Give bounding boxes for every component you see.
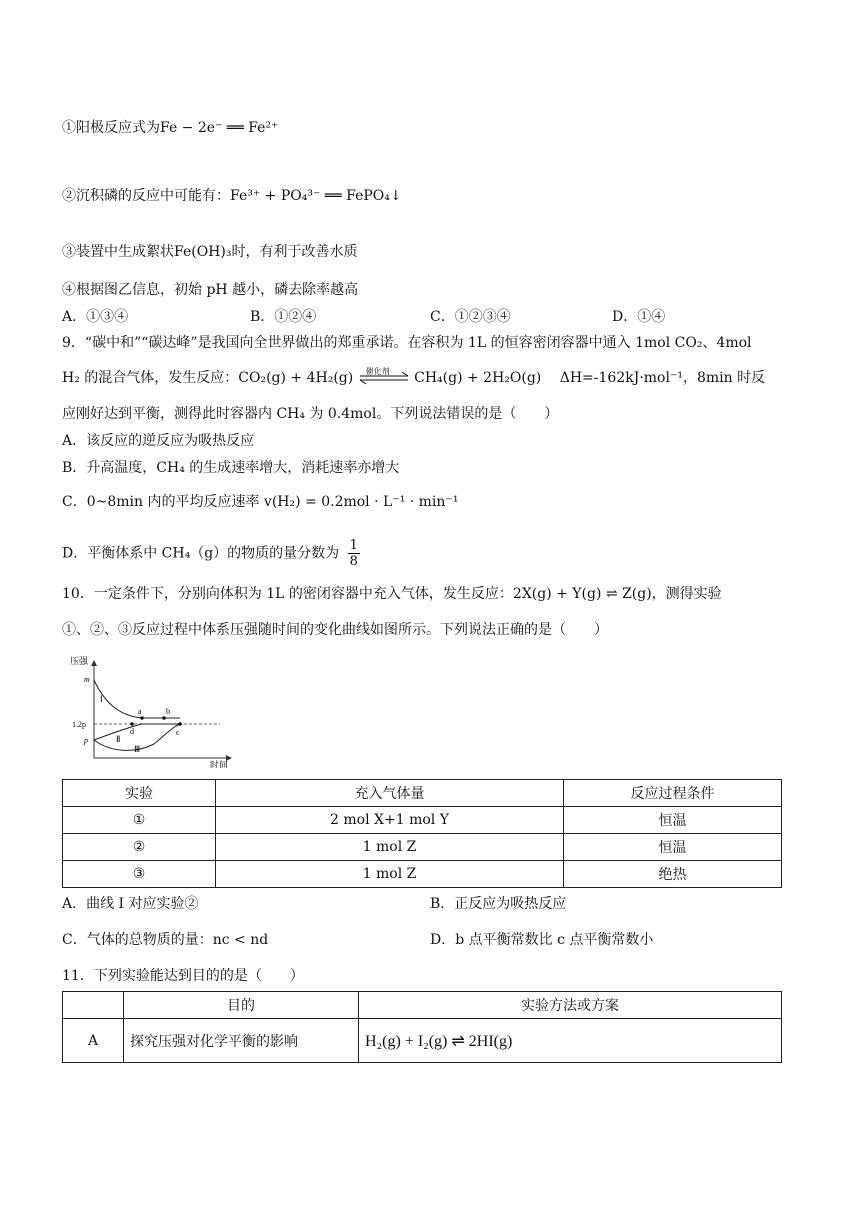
table-cell: H₂(g) + I₂(g) ⇌ 2HI(g): [359, 1019, 782, 1063]
statement-3: ③装置中生成絮状Fe(OH)₃时，有利于改善水质: [62, 244, 358, 260]
table-cell: 1 mol Z: [216, 834, 564, 861]
tick-p: p: [84, 736, 88, 745]
q9-option-c: C．0~8min 内的平均反应速率 v(H₂) = 0.2mol · L⁻¹ · min⁻¹: [62, 494, 459, 510]
q8-option-b: B．①②④: [250, 309, 317, 325]
statement-1: ①阳极反应式为Fe − 2e⁻ ══ Fe²⁺: [62, 120, 279, 136]
table-header: 实验方法或方案: [359, 992, 782, 1019]
table-row: [63, 1019, 782, 1063]
table-cell: 绝热: [564, 861, 782, 888]
tick-m: m: [84, 675, 90, 684]
statement-4: ④根据图乙信息，初始 pH 越小，磷去除率越高: [62, 282, 359, 298]
table-header: 反应过程条件: [564, 780, 782, 807]
catalyst-label: 催化剂: [365, 367, 390, 376]
q9-stem-line1: 9．“碳中和”“碳达峰”是我国向全世界做出的郑重承诺。在容积为 1L 的恒容密闭容器中通入 1mol CO₂、4mol: [62, 335, 752, 351]
statement-2: ②沉积磷的反应中可能有：Fe³⁺ + PO₄³⁻ ══ FePO₄↓: [62, 188, 402, 204]
q9-products: CH₄(g) + 2H₂O(g): [414, 370, 542, 386]
table-header-row: [63, 992, 782, 1019]
q9-option-b: B．升高温度，CH₄ 的生成速率增大，消耗速率亦增大: [62, 460, 400, 476]
q9-enthalpy: ΔH=-162kJ·mol⁻¹，8min 时反: [559, 370, 766, 386]
table-cell: ②: [63, 834, 216, 861]
q9-reactants: H₂ 的混合气体，发生反应：CO₂(g) + 4H₂(g): [62, 370, 354, 386]
y-axis-label: 压强: [70, 656, 89, 666]
q10-stem-line2: ①、②、③反应过程中体系压强随时间的变化曲线如图所示。下列说法正确的是（ ）: [62, 622, 608, 638]
table-cell: 恒温: [564, 807, 782, 834]
pressure-time-graph: [70, 656, 240, 768]
table-cell: 2 mol X+1 mol Y: [216, 807, 564, 834]
fraction-numerator: 1: [349, 538, 358, 553]
table-cell: 恒温: [564, 834, 782, 861]
table-header: 目的: [124, 992, 359, 1019]
q10-option-b: B．正反应为吸热反应: [430, 896, 567, 912]
point-c: c: [176, 728, 180, 737]
point-a: a: [138, 707, 142, 716]
table-cell: ③: [63, 861, 216, 888]
table-row: [63, 834, 782, 861]
table-row: [63, 807, 782, 834]
q8-option-c: C．①②③④: [430, 309, 511, 325]
point-d: d: [130, 727, 134, 736]
table-cell: 探究压强对化学平衡的影响: [124, 1019, 359, 1063]
table-header-row: [63, 780, 782, 807]
q10-stem-line1: 10．一定条件下，分别向体积为 1L 的密闭容器中充入气体，发生反应：2X(g) + Y(g) ⇌ Z(g)，测得实验: [62, 586, 722, 602]
q10-option-c: C．气体的总物质的量：nc < nd: [62, 932, 269, 948]
curve-label-I: Ⅰ: [100, 694, 103, 704]
table-cell: 1 mol Z: [216, 861, 564, 888]
equilibrium-arrow-icon: [358, 367, 410, 385]
q9-stem-line3: 应刚好达到平衡，测得此时容器内 CH₄ 为 0.4mol。下列说法错误的是（ ）: [62, 406, 559, 422]
x-axis-label: 时间: [210, 760, 229, 768]
curve-label-II: Ⅱ: [116, 734, 121, 744]
fraction-denominator: 8: [349, 554, 358, 569]
q9-option-a: A．该反应的逆反应为吸热反应: [62, 433, 255, 449]
experiment-table: [62, 779, 782, 888]
q9-option-d-text: D．平衡体系中 CH₄（g）的物质的量分数为: [62, 545, 340, 562]
q8-option-d: D．①④: [612, 309, 666, 325]
point-b: b: [166, 707, 170, 716]
table-cell: A: [63, 1019, 124, 1063]
q10-option-d: D．b 点平衡常数比 c 点平衡常数小: [430, 932, 654, 948]
curve-label-III: Ⅲ: [134, 744, 141, 754]
table-header: 充入气体量: [216, 780, 564, 807]
table-header: [63, 992, 124, 1019]
q11-stem: 11．下列实验能达到目的的是（ ）: [62, 968, 304, 984]
q9-stem-line2: [62, 368, 765, 388]
tick-1-2p: 1.2p: [72, 720, 86, 729]
q11-table: [62, 991, 782, 1063]
q10-option-a: A．曲线 I 对应实验②: [62, 896, 199, 912]
table-cell: ①: [63, 807, 216, 834]
q9-option-d: [62, 538, 360, 569]
table-row: [63, 861, 782, 888]
table-header: 实验: [63, 780, 216, 807]
q8-option-a: A．①③④: [62, 309, 129, 325]
fraction: [348, 538, 360, 569]
